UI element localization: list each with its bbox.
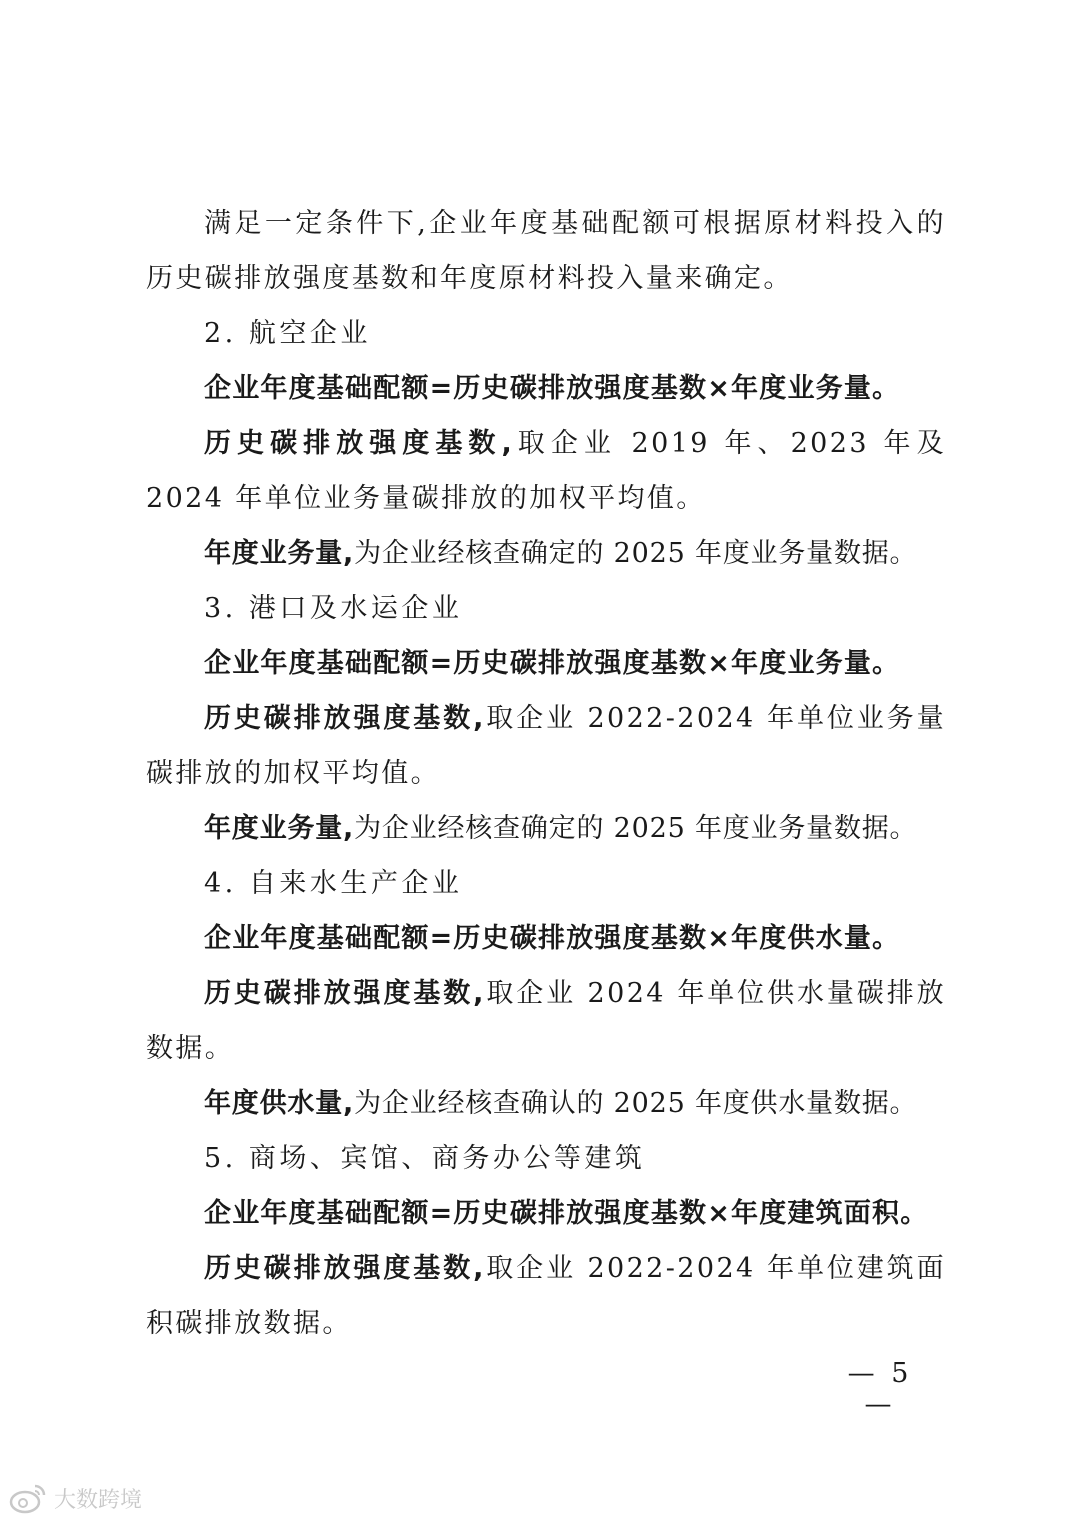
section-heading-aviation: 2. 航空企业 (204, 318, 371, 349)
paragraph-water-intensity (146, 966, 946, 1076)
term-text: 为企业经核查确认的 2025 年度供水量数据。 (354, 1088, 918, 1119)
term-text: 取企业 2022-2024 年单位业务量碳排放的加权平均值。 (146, 703, 946, 789)
page-number: — 5 — (847, 1358, 913, 1420)
term-label: 年度业务量, (204, 538, 355, 569)
section-heading-water: 4. 自来水生产企业 (204, 868, 463, 899)
formula-aviation: 企业年度基础配额=历史碳排放强度基数×年度业务量。 (204, 373, 901, 404)
term-label: 历史碳排放强度基数, (204, 978, 486, 1009)
document-page (146, 196, 946, 1351)
weibo-logo-icon (8, 1482, 48, 1514)
formula-buildings: 企业年度基础配额=历史碳排放强度基数×年度建筑面积。 (204, 1198, 929, 1229)
term-text: 为企业经核查确定的 2025 年度业务量数据。 (354, 538, 918, 569)
paragraph-buildings-intensity (146, 1241, 946, 1351)
term-label: 历史碳排放强度基数, (204, 703, 486, 734)
formula-water: 企业年度基础配额=历史碳排放强度基数×年度供水量。 (204, 923, 901, 954)
formula-port: 企业年度基础配额=历史碳排放强度基数×年度业务量。 (204, 648, 901, 679)
term-text: 取企业 2022-2024 年单位建筑面积碳排放数据。 (146, 1253, 946, 1339)
term-label: 历史碳排放强度基数, (204, 428, 515, 459)
paragraph-water-volume (146, 1076, 946, 1131)
paragraph-port-intensity (146, 691, 946, 801)
term-text: 取企业 2024 年单位供水量碳排放数据。 (146, 978, 947, 1064)
term-text: 取企业 2019 年、2023 年及 2024 年单位业务量碳排放的加权平均值。 (146, 428, 947, 514)
paragraph-aviation-intensity (146, 416, 946, 526)
watermark-text: 大数跨境 (54, 1487, 143, 1513)
term-label: 历史碳排放强度基数, (204, 1253, 486, 1284)
term-label: 年度供水量, (204, 1088, 355, 1119)
section-heading-port: 3. 港口及水运企业 (204, 593, 463, 624)
term-text: 为企业经核查确定的 2025 年度业务量数据。 (354, 813, 918, 844)
watermark (8, 1478, 142, 1518)
term-label: 年度业务量, (204, 813, 355, 844)
paragraph-intro: 满足一定条件下,企业年度基础配额可根据原材料投入的历史碳排放强度基数和年度原材料投入量来确定。 (146, 208, 946, 294)
paragraph-port-volume (146, 801, 946, 856)
paragraph-aviation-volume (146, 526, 946, 581)
section-heading-buildings: 5. 商场、宾馆、商务办公等建筑 (204, 1143, 646, 1174)
